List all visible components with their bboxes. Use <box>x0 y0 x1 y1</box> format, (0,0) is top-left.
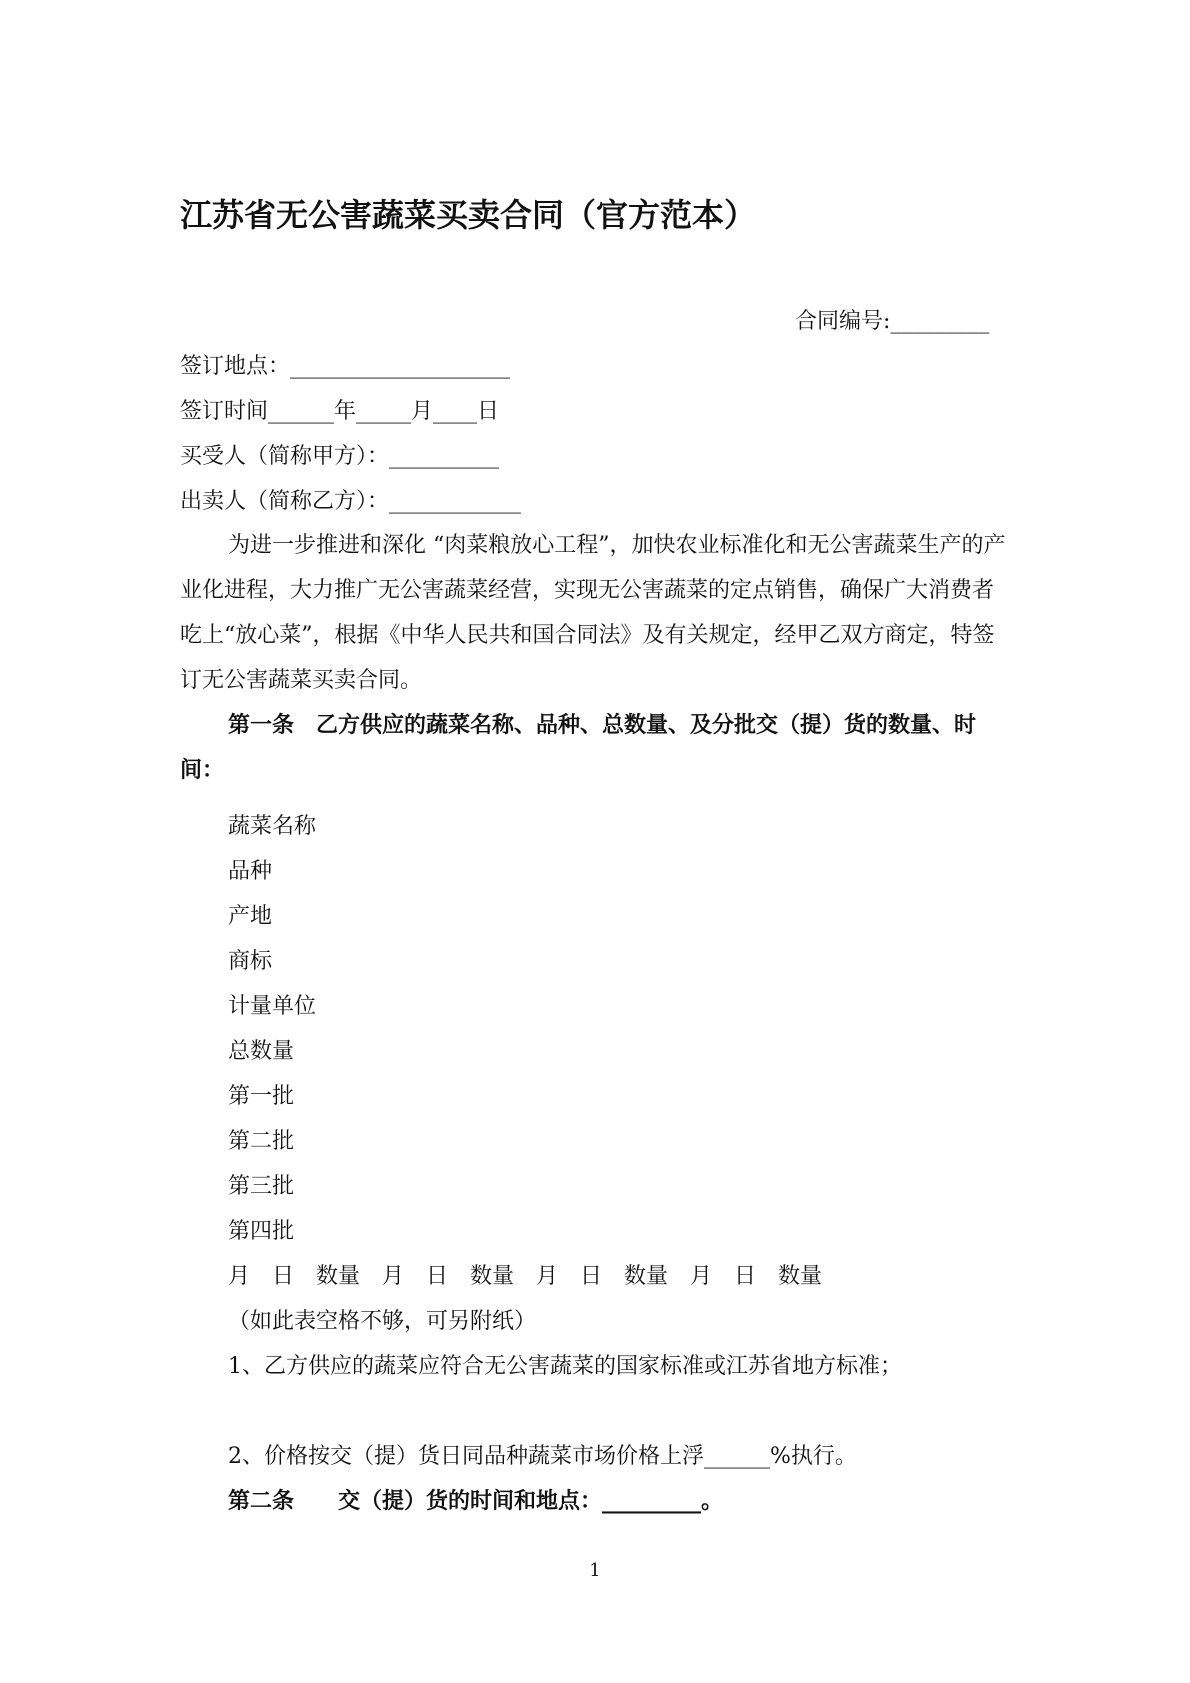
table-note: （如此表空格不够，可另附纸） <box>228 1309 537 1334</box>
item-trademark: 商标 <box>228 949 273 974</box>
item-batch-3: 第三批 <box>228 1174 295 1199</box>
item-origin: 产地 <box>228 904 273 929</box>
item-unit: 计量单位 <box>228 994 317 1019</box>
article-1 <box>180 703 1010 793</box>
intro-paragraph <box>180 523 1010 703</box>
item-total-quantity: 总数量 <box>228 1039 295 1064</box>
item-batch-2: 第二批 <box>228 1129 295 1154</box>
item-batch-4: 第四批 <box>228 1219 295 1244</box>
article-1-text: 第一条 乙方供应的蔬菜名称、品种、总数量、及分批交（提）货的数量、时间： <box>180 713 977 783</box>
item-vegetable-name: 蔬菜名称 <box>228 814 317 839</box>
batch-row: 月 日 数量 月 日 数量 月 日 数量 月 日 数量 <box>228 1264 823 1289</box>
document-title: 江苏省无公害蔬菜买卖合同（官方范本） <box>180 196 757 234</box>
intro-text: 为进一步推进和深化 “肉菜粮放心工程”，加快农业标准化和无公害蔬菜生产的产业化进程，大力推广无公害蔬菜经营，实现无公害蔬菜的定点销售，确保广大消费者吃上“放心菜”，根据《中华人民共和国合同法》及有关规定，经甲乙双方商定，特签订无公害蔬菜买卖合同。 <box>180 533 1006 693</box>
contract-number: 合同编号:_________ <box>795 309 990 334</box>
item-batch-1: 第一批 <box>228 1084 295 1109</box>
buyer-line: 买受人（简称甲方）：__________ <box>180 444 500 469</box>
clause-2: 2、价格按交（提）货日同品种蔬菜市场价格上浮______%执行。 <box>228 1444 857 1469</box>
article-2: 第二条 交（提）货的时间和地点：_________。 <box>228 1489 724 1514</box>
clause-1: 1、乙方供应的蔬菜应符合无公害蔬菜的国家标准或江苏省地方标准； <box>228 1354 902 1379</box>
page-number: 1 <box>589 1560 601 1581</box>
seller-line: 出卖人（简称乙方）：____________ <box>180 489 522 514</box>
item-variety: 品种 <box>228 859 273 884</box>
sign-place: 签订地点：____________________ <box>180 354 511 379</box>
sign-time: 签订时间______年_____月____日 <box>180 399 500 424</box>
